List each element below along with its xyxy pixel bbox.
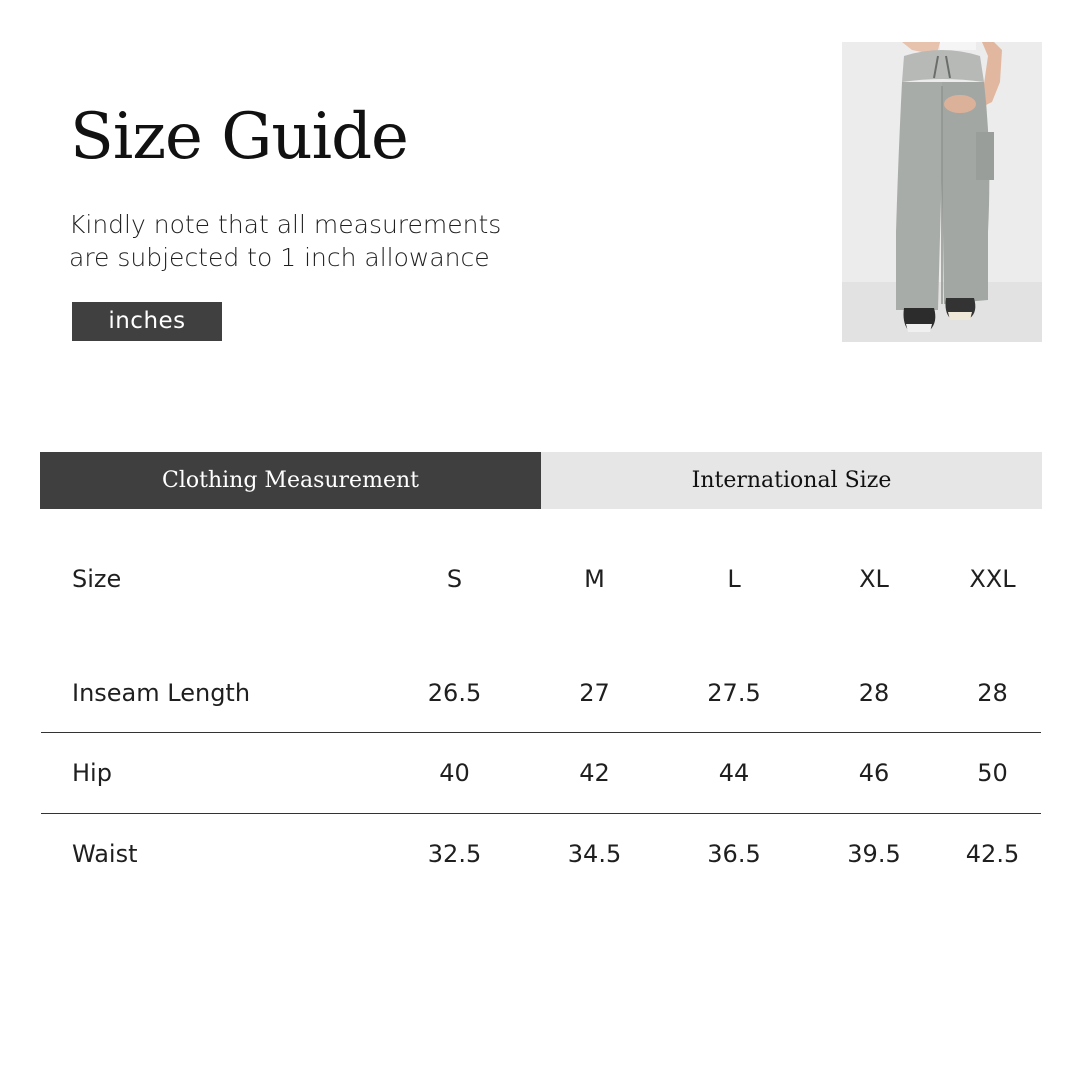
pants-waistband (902, 50, 984, 82)
size-tabs (40, 452, 1042, 509)
size-header-cell: M (584, 565, 605, 593)
table-cell: 27 (525, 654, 664, 733)
size-header-cell: S (446, 565, 463, 593)
size-header-label: Size (72, 565, 122, 593)
table-cell: 42 (525, 733, 664, 814)
table-row (41, 654, 1041, 733)
row-label: Hip (41, 733, 384, 814)
pants-leg-right (942, 82, 989, 304)
row-label: Inseam Length (41, 654, 384, 733)
size-header-cell: XXL (969, 565, 1016, 593)
size-header-cell: L (727, 565, 741, 593)
size-header-cell: XL (859, 565, 889, 593)
table-row (41, 733, 1041, 814)
pants-leg-left (896, 82, 942, 310)
unit-badge[interactable]: inches (72, 302, 222, 341)
table-cell: 28 (944, 654, 1041, 733)
table-cell: 46 (804, 733, 944, 814)
row-label: Waist (72, 840, 138, 868)
allowance-note (69, 208, 589, 274)
page-title: Size Guide (70, 100, 408, 174)
tab-international-size[interactable]: International Size (541, 452, 1042, 509)
product-photo (842, 42, 1042, 342)
table-cell: 42.5 (965, 840, 1020, 868)
table-cell: 36.5 (707, 840, 761, 868)
cargo-pocket (976, 132, 994, 180)
table-cell: 26.5 (384, 654, 525, 733)
table-cell: 32.5 (427, 840, 482, 868)
table-cell: 44 (664, 733, 804, 814)
table-cell: 40 (384, 733, 525, 814)
table-cell: 28 (804, 654, 944, 733)
allowance-note-line-1: Kindly note that all measurements (69, 210, 502, 239)
tab-clothing-measurement[interactable]: Clothing Measurement (40, 452, 541, 509)
size-table (41, 540, 1041, 894)
table-cell: 50 (944, 733, 1041, 814)
table-row (41, 814, 1041, 895)
table-cell: 39.5 (847, 840, 901, 868)
allowance-note-line-2: are subjected to 1 inch allowance (69, 243, 490, 272)
table-cell: 27.5 (664, 654, 804, 733)
table-cell: 34.5 (567, 840, 622, 868)
size-header-row (41, 540, 1041, 618)
